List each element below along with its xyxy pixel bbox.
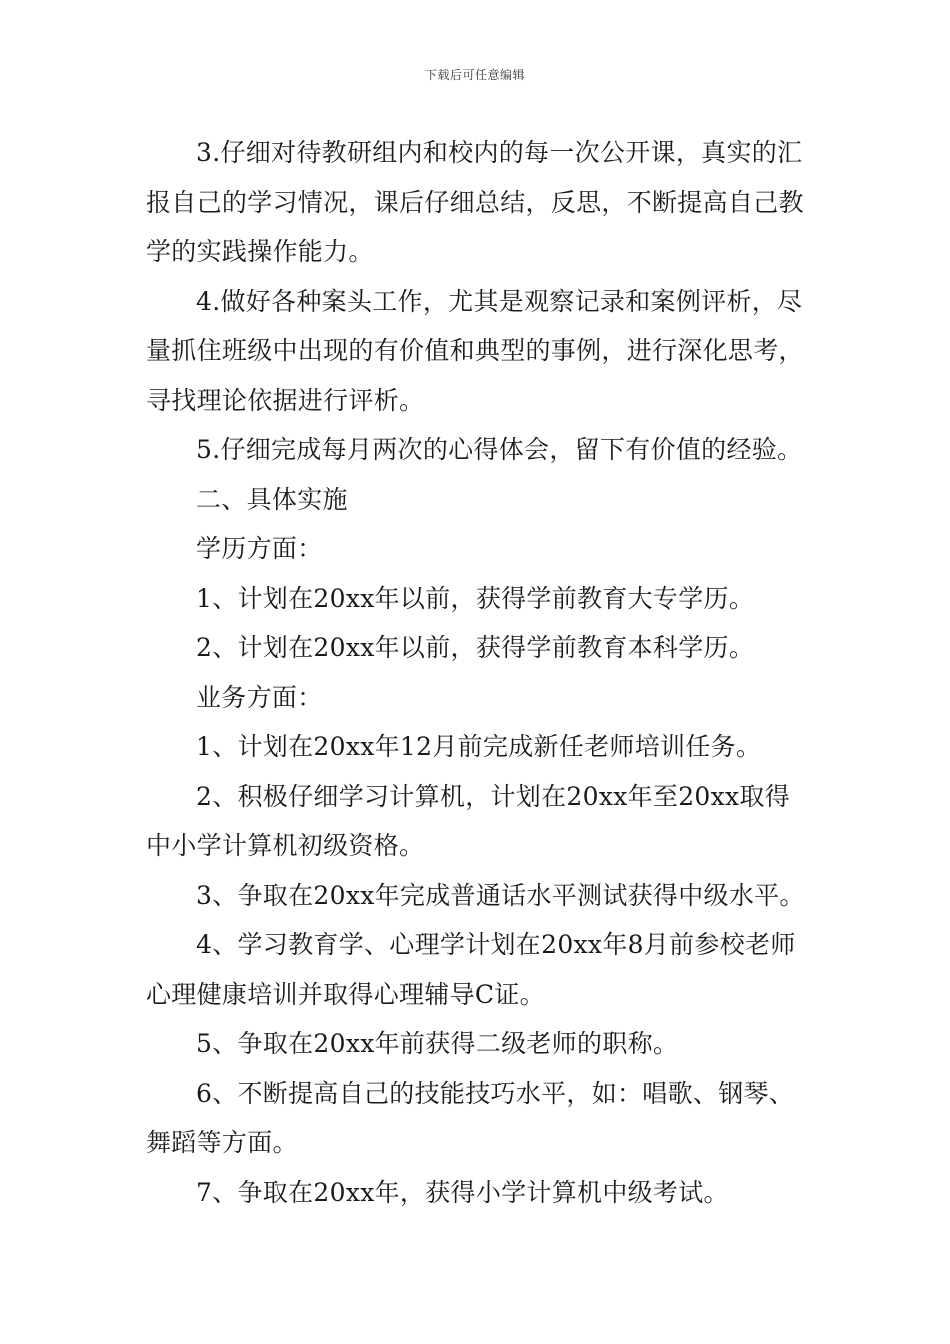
business-item-7: 7、争取在20xx年，获得小学计算机中级考试。	[196, 1177, 729, 1207]
subheading-education: 学历方面：	[196, 534, 323, 563]
document-body	[146, 128, 810, 1217]
education-item-1: 1、计划在20xx年以前，获得学前教育大专学历。	[196, 583, 755, 613]
paragraph-item-5: 5.仔细完成每月两次的心得体会，留下有价值的经验。	[196, 435, 803, 464]
business-item-1: 1、计划在20xx年12月前完成新任老师培训任务。	[196, 732, 762, 761]
business-item-5: 5、争取在20xx年前获得二级老师的职称。	[196, 1029, 679, 1058]
header-note: 下载后可任意编辑	[424, 68, 525, 82]
business-item-4: 4、学习教育学、心理学计划在20xx年8月前参校老师心理健康培训并取得心理辅导C证。	[146, 930, 796, 1009]
subheading-business: 业务方面：	[196, 682, 323, 712]
business-item-6: 6、不断提高自己的技能技巧水平，如：唱歌、钢琴、舞蹈等方面。	[146, 1078, 795, 1157]
section-heading: 二、具体实施	[196, 484, 348, 514]
education-item-2: 2、计划在20xx年以前，获得学前教育本科学历。	[196, 633, 755, 662]
business-item-3: 3、争取在20xx年完成普通话水平测试获得中级水平。	[196, 880, 805, 910]
paragraph-item-4: 4.做好各种案头工作，尤其是观察记录和案例评析，尽量抓住班级中出现的有价值和典型的事例，进行深化思考，寻找理论依据进行评析。	[146, 286, 804, 415]
paragraph-item-3: 3.仔细对待教研组内和校内的每一次公开课，真实的汇报自己的学习情况，课后仔细总结，反思，不断提高自己教学的实践操作能力。	[146, 138, 804, 266]
business-item-2: 2、积极仔细学习计算机，计划在20xx年至20xx取得中小学计算机初级资格。	[146, 781, 791, 860]
